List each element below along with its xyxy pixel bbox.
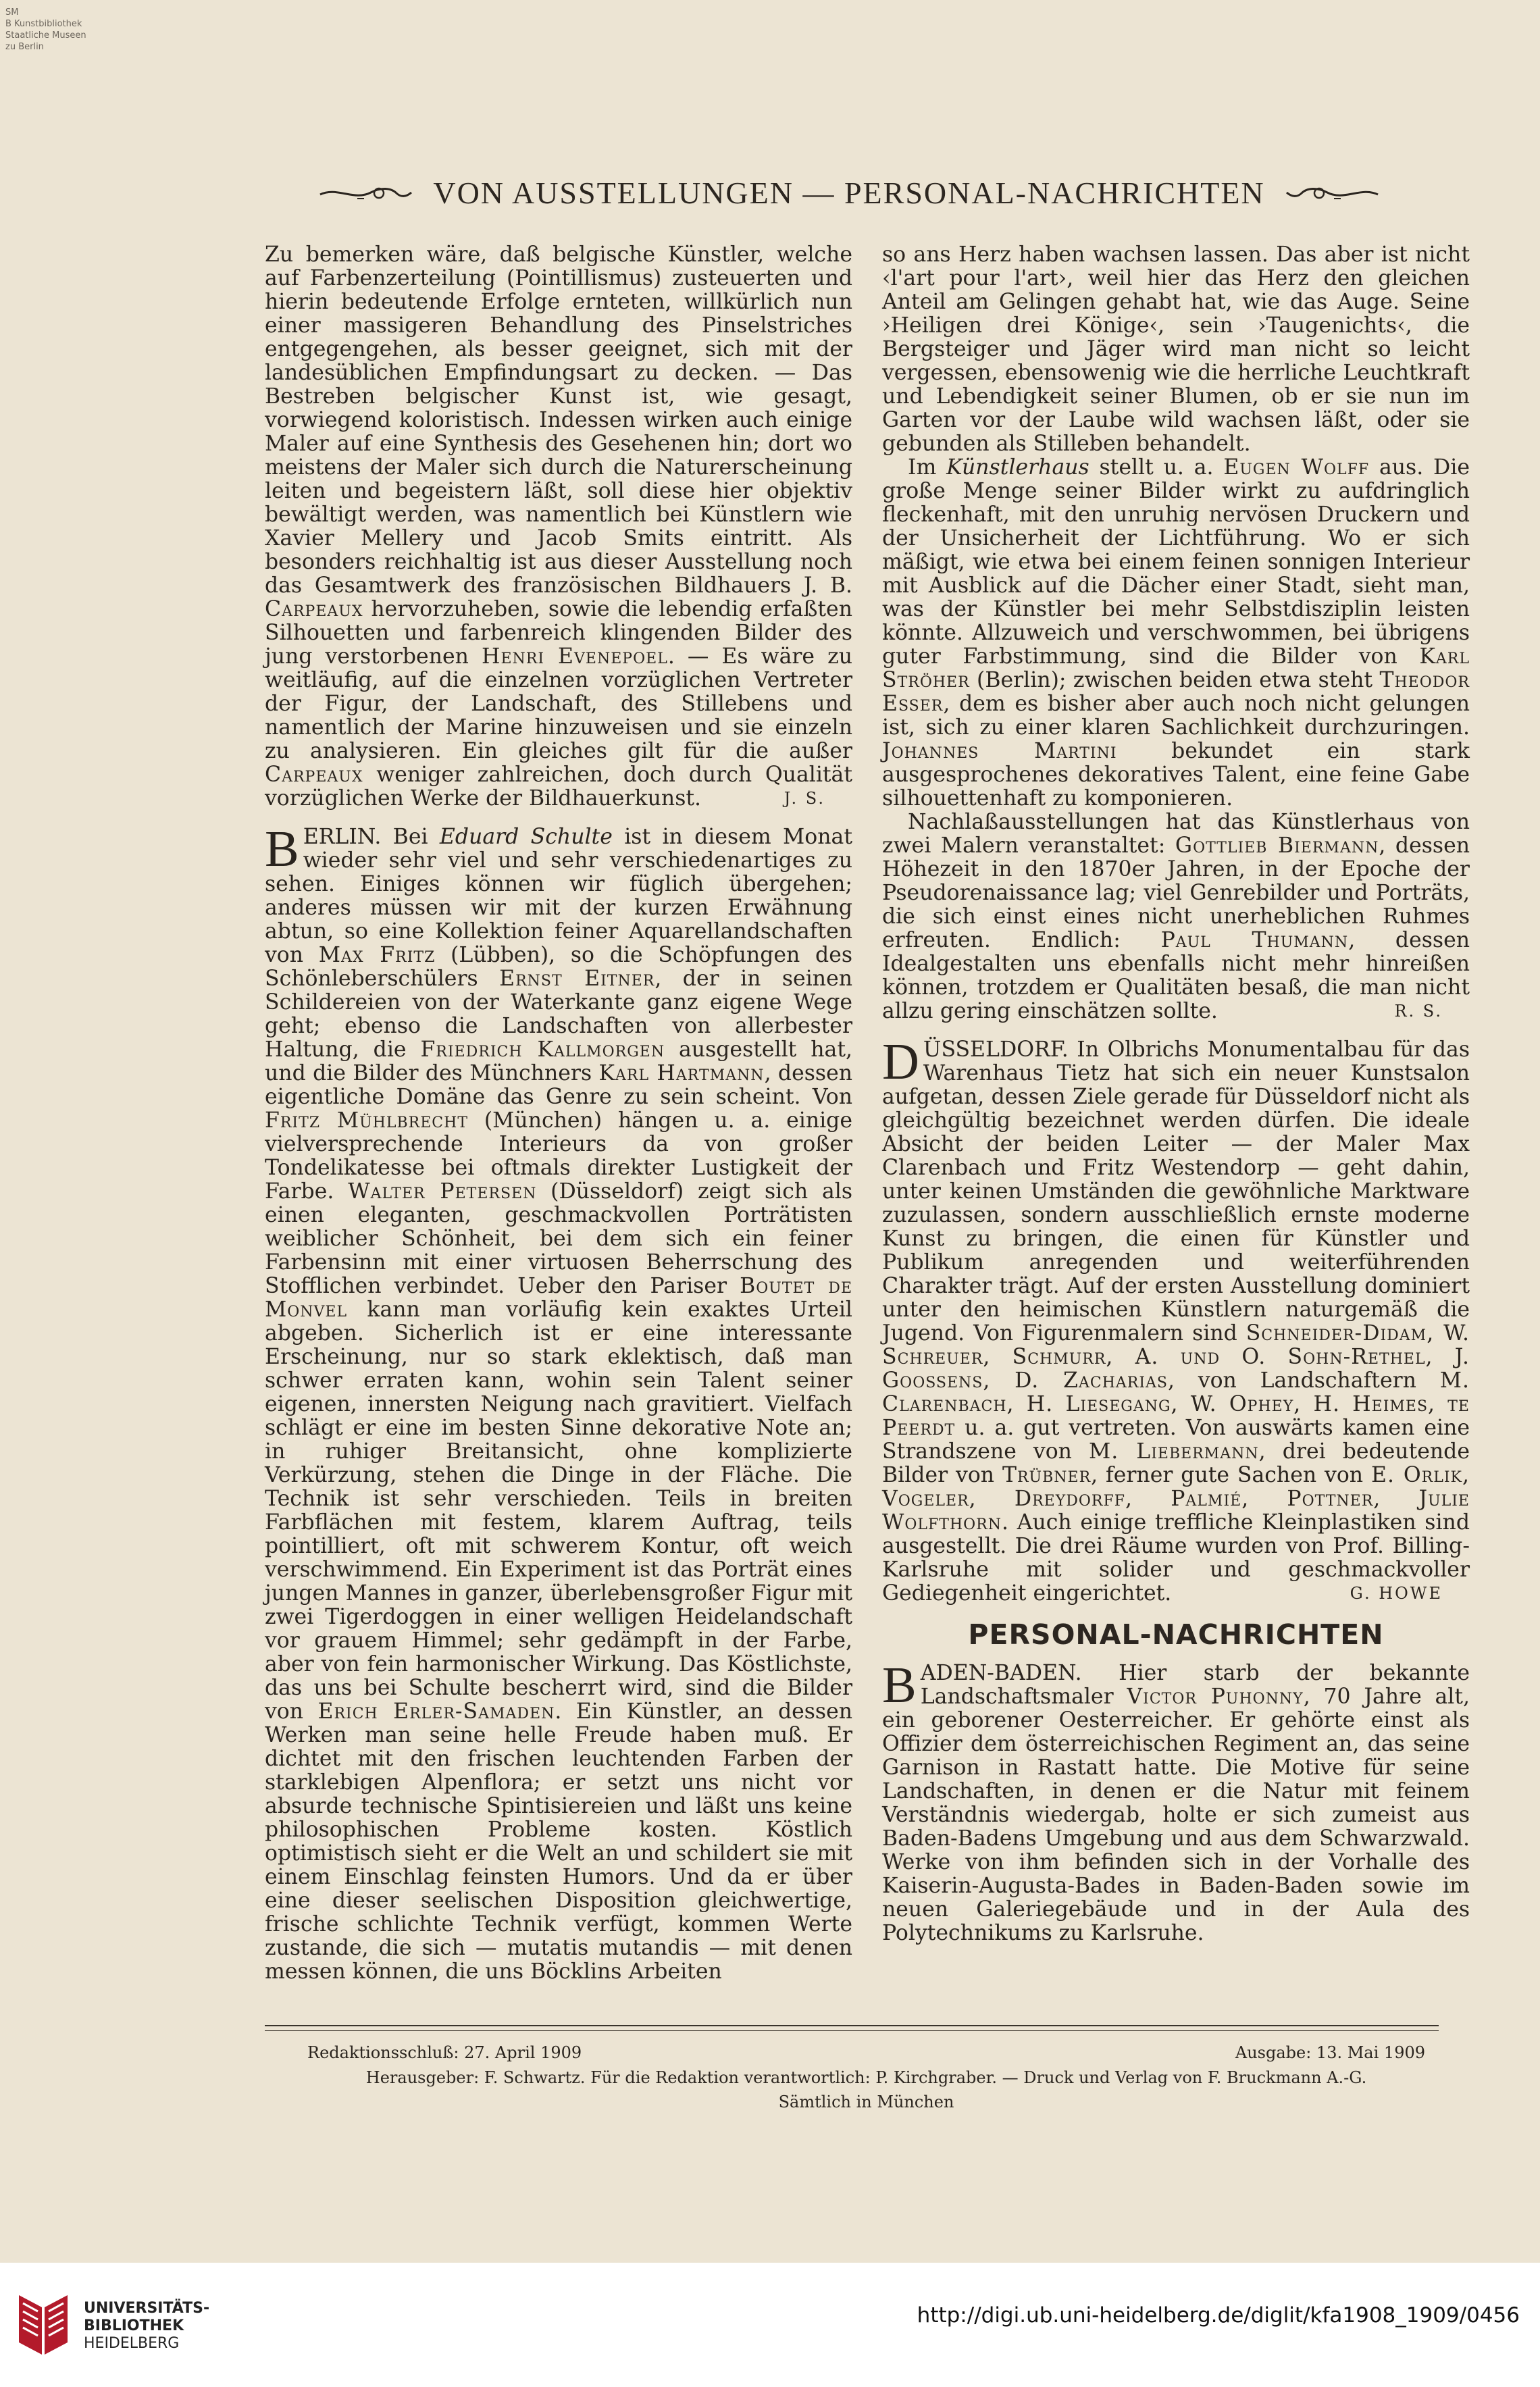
duesseldorf-paragraph: DÜSSELDORF. In Olbrichs Monumentalbau für das Warenhaus Tietz hat sich ein neuer Kunstsalon aufgetan, dessen Ziele gerade für Düsseldorf nicht als gleichgültig bezeichnet werden dürfen. Die ideale Absicht der beiden Leiter — der Maler Max Clarenbach und Fritz Westendorp — geht dahin, unter keinen Umständen die gewöhnliche Marktware zuzulassen, sondern ausschließlich ernste moderne Kunst zu bringen, die einen für Künstler und Publikum anregenden und weiterführenden Charakter trägt. Auf der ersten Ausstellung dominiert unter den heimischen Künstlern naturgemäß die Jugend. Von Figurenmalern sind Schneider-Didam, W. Schreuer, Schmurr, A. und O. Sohn-Rethel, J. Goossens, D. Zacharias, von Landschaftern M. Clarenbach, H. Liesegang, W. Ophey, H. Heimes, te Peerdt u. a. gut vertreten. Von auswärts kamen eine Strandszene von M. Liebermann, drei bedeutende Bilder von Trübner, ferner gute Sachen von E. Orlik, Vogeler, Dreydorff, Palmié, Pottner, Julie Wolfthorn. Auch einige treffliche Kleinplastiken sind ausgestellt. Die drei Räume wurden von Prof. Billing-Karlsruhe mit solider und geschmackvoller Gediegenheit eingerichtet. G. HOWE — [882, 1033, 1470, 1606]
footer-rule-top — [265, 2025, 1439, 2026]
personal-news-heading: PERSONAL-NACHRICHTEN — [968, 1618, 1384, 1651]
footer-rule-bottom — [265, 2030, 1439, 2031]
dropcap-b: B — [265, 821, 299, 877]
signature-howe: G. HOWE — [1350, 1584, 1443, 1603]
right-ornament-icon — [1280, 181, 1381, 204]
baden-baden-paragraph: BADEN-BADEN. Hier starb der bekannte Landschaftsmaler Victor Puhonny, 70 Jahre alt, ein geborener Oesterreicher. Er gehörte einst als Offizier dem österreichischen Regiment an, das seine Garnison in Rastatt hatte. Die Motive für seine Landschaften, in denen er die Natur mit feinem Verständnis wiedergab, holte er sich zumeist aus Baden-Badens Umgebung und aus dem Schwarzwald. Werke von ihm befinden sich in der Vorhalle des Kaiserin-Augusta-Bades in Baden-Baden sowie im neuen Galeriegebäude und in der Aula des Polytechnikums zu Karlsruhe. — [882, 1657, 1470, 1945]
nachlass-paragraph: Nachlaßausstellungen hat das Künstlerhaus von zwei Malern veranstaltet: Gottlieb Biermann, dessen Höhezeit in den 1870er Jahren, in der Epoche der Pseudorenaissance lag; viel Genrebilder und Porträts, die sich einst eines nicht unerheblichen Ruhmes erfreuten. Endlich: Paul Thumann, dessen Idealgestalten uns ebenfalls nicht mehr hinreißen können, trotzdem er Qualitäten besaß, die man nicht allzu gering einschätzen sollte. R. S. — [882, 810, 1470, 1023]
page-title: VON AUSSTELLUNGEN — PERSONAL-NACHRICHTEN — [433, 175, 1265, 210]
editorial-deadline: Redaktionsschluß: 27. April 1909 — [307, 2043, 582, 2062]
left-ornament-icon — [317, 181, 418, 204]
issue-date: Ausgabe: 13. Mai 1909 — [1235, 2043, 1425, 2062]
publisher-line: Herausgeber: F. Schwartz. Für die Redaktion verantwortlich: P. Kirchgraber. — Druck und Verlag von F. Bruckmann A.-G. — [365, 2068, 1367, 2087]
signature-js: J. S. — [784, 789, 825, 808]
place-line: Sämtlich in München — [778, 2093, 954, 2111]
right-column — [882, 243, 1470, 1945]
kuenstlerhaus-paragraph: Im Künstlerhaus stellt u. a. Eugen Wolff aus. Die große Menge seiner Bilder wirkt zu aufdringlich fleckenhaft, mit den unruhig nervösen Druckern und der Unsicherheit der Lichtführung. Wo er sich mäßigt, wie etwa bei einem feinen sonnigen Interieur mit Ausblick auf die Dächer einer Stadt, sieht man, was der Künstler bei mehr Selbstdisziplin leisten könnte. Allzuweich und verschwommen, bei übrigens guter Farbstimmung, sind die Bilder von Karl Ströher (Berlin); zwischen beiden etwa steht Theodor Esser, dem es bisher aber auch noch nicht gelungen ist, sich zu einer klaren Sachlichkeit durchzuringen. Johannes Martini bekundet ein stark ausgesprochenes dekoratives Talent, eine feine Gabe silhouettenhaft zu komponieren. — [882, 455, 1470, 811]
left-column — [265, 243, 852, 1984]
source-url-link[interactable]: http://digi.ub.uni-heidelberg.de/diglit/kfa1908_1909/0456 — [917, 2303, 1520, 2328]
university-library-logo-icon — [15, 2291, 72, 2359]
library-stamp: SM B Kunstbibliothek Staatliche Museen zu Berlin — [5, 7, 86, 52]
belgian-art-paragraph: Zu bemerken wäre, daß belgische Künstler, welche auf Farbenzerteilung (Pointillismus) zusteuerten und hierin bedeutende Erfolge ernteten, willkürlich nun einer massigeren Behandlung des Pinselstriches entgegengehen, als besser geeignet, sich mit der landesüblichen Empfindungsart zu decken. — Das Bestreben belgischer Kunst ist, wie gesagt, vorwiegend koloristisch. Indessen wirken auch einige Maler auf eine Synthesis des Gesehenen hin; dort wo meistens der Maler sich durch die Naturerscheinung leiten und begeistern läßt, soll diese hier objektiv bewältigt werden, was namentlich bei Künstlern wie Xavier Mellery und Jacob Smits eintritt. Als besonders reichhaltig ist aus dieser Ausstellung noch das Gesamtwerk des französischen Bildhauers J. B. Carpeaux hervorzuheben, sowie die lebendig erfaßten Silhouetten und farbenreich klingenden Bilder des jung verstorbenen Henri Evenepoel. — Es wäre zu weitläufig, auf die einzelnen vorzüglichen Vertreter der Figur, der Landschaft, des Stillebens und namentlich der Marine hinzuweisen und sie einzeln zu analysieren. Ein gleiches gilt für die außer Carpeaux weniger zahlreichen, doch durch Qualität vorzüglichen Werke der Bildhauerkunst. J. S. — [265, 242, 852, 811]
dropcap-d: D — [882, 1033, 919, 1090]
berlin-continued-paragraph: so ans Herz haben wachsen lassen. Das aber ist nicht ‹l'art pour l'art›, weil hier das Herz den gleichen Anteil am Gelingen gehabt hat, wie das Auge. Seine ›Heiligen drei Könige‹, sein ›Taugenichts‹, die Bergsteiger und Jäger wird man nicht so leicht vergessen, ebensowenig wie die herrliche Leuchtkraft und Lebendigkeit seiner Blumen, ob er sie nun im Garten vor der Laube wild wachsen läßt, oder sie gebunden als Stilleben behandelt. — [882, 242, 1470, 456]
footer-dates — [307, 2043, 1425, 2062]
library-name: UNIVERSITÄTS- BIBLIOTHEK HEIDELBERG — [84, 2300, 210, 2352]
page-header — [265, 172, 1433, 213]
signature-rs: R. S. — [1394, 1002, 1443, 1021]
berlin-paragraph: BERLIN. Bei Eduard Schulte ist in diesem Monat wieder sehr viel und sehr verschiedenartiges zu sehen. Einiges können wir füglich übergehen; anderes müssen wir mit der kurzen Erwähnung abtun, so eine Kollektion feiner Aquarellandschaften von Max Fritz (Lübben), so die Schöpfungen des Schönleberschülers Ernst Eitner, der in seinen Schildereien von der Waterkante ganz eigene Wege geht; ebenso die Landschaften von allerbester Haltung, die Friedrich Kallmorgen ausgestellt hat, und die Bilder des Münchners Karl Hartmann, dessen eigentliche Domäne das Genre zu sein scheint. Von Fritz Mühlbrecht (München) hängen u. a. einige vielversprechende Interieurs da von großer Tondelikatesse bei oftmals direkter Lustigkeit der Farbe. Walter Petersen (Düsseldorf) zeigt sich als einen eleganten, geschmackvollen Porträtisten weiblicher Schönheit, bei dem sich ein feiner Farbensinn mit einer virtuosen Beherrschung des Stofflichen verbindet. Ueber den Pariser Boutet de Monvel kann man vorläufig kein exaktes Urteil abgeben. Sicherlich ist er eine interessante Erscheinung, nur so stark eklektisch, daß man schwer erraten kann, wohin sein Talent seiner eigenen, innersten Neigung nach gravitiert. Vielfach schlägt er eine im besten Sinne dekorative Note an; in ruhiger Breitansicht, ohne komplizierte Verkürzung, stehen die Dinge in der Fläche. Die Technik ist sehr verschieden. Teils in breiten Farbflächen mit festem, klarem Auftrag, teils pointilliert, oft mit schwerem Kontur, oft weich verschwimmend. Ein Experiment ist das Porträt eines jungen Mannes in ganzer, überlebensgroßer Figur mit zwei Tigerdoggen in einer welligen Heidelandschaft vor grauem Himmel; sehr gedämpft in der Farbe, aber von fein harmonischer Wirkung. Das Köstlichste, das uns bei Schulte bescherrt wird, sind die Bilder von Erich Erler-Samaden. Ein Künstler, an dessen Werken man seine helle Freude haben muß. Er dichtet mit den frischen leuchtenden Farben der starklebigen Alpenflora; er setzt uns nicht vor absurde technische Spintisiereien und läßt uns keine philosophischen Probleme kosten. Köstlich optimistisch sieht er die Welt an und schildert sie mit einem Einschlag feinsten Humors. Und da er über eine dieser seelischen Disposition gleichwertige, frische schlichte Technik verfügt, kommen Werte zustande, die sich — mutatis mutandis — mit denen messen können, die uns Böcklins Arbeiten — [265, 821, 853, 1984]
dropcap-b2: B — [882, 1657, 917, 1714]
